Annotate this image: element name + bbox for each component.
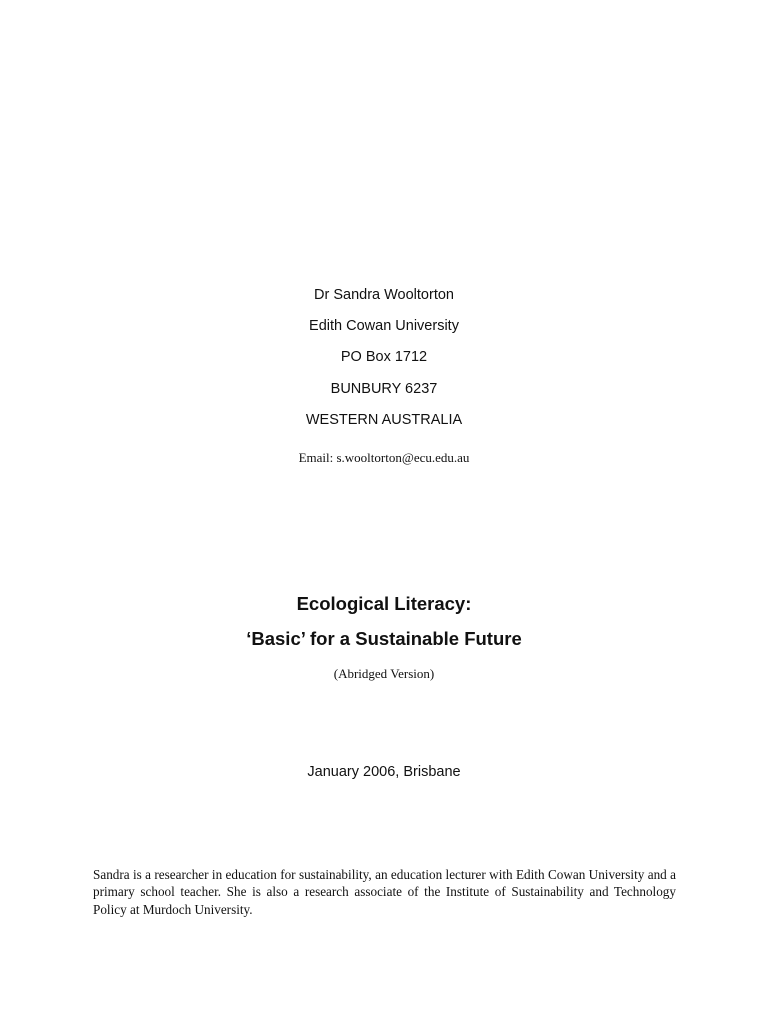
author-name: Dr Sandra Wooltorton [314,287,454,303]
author-institution: Edith Cowan University [309,318,459,334]
document-title-line1: Ecological Literacy: [296,593,472,614]
document-title-line2: ‘Basic’ for a Sustainable Future [246,628,522,649]
author-state: WESTERN AUSTRALIA [305,412,463,428]
author-email: Email: s.wooltorton@ecu.edu.au [298,450,470,465]
date-place: January 2006, Brisbane [307,764,461,780]
author-city: BUNBURY 6237 [330,381,438,397]
author-po-box: PO Box 1712 [340,349,428,365]
version-note: (Abridged Version) [333,666,435,681]
author-bio-paragraph: Sandra is a researcher in education for sustainability, an education lecturer with Edith Cowan University and a primary school teacher. She is also a research associate of the Institute of Sustainability and Technology Policy at Murdoch University. [93,867,676,917]
